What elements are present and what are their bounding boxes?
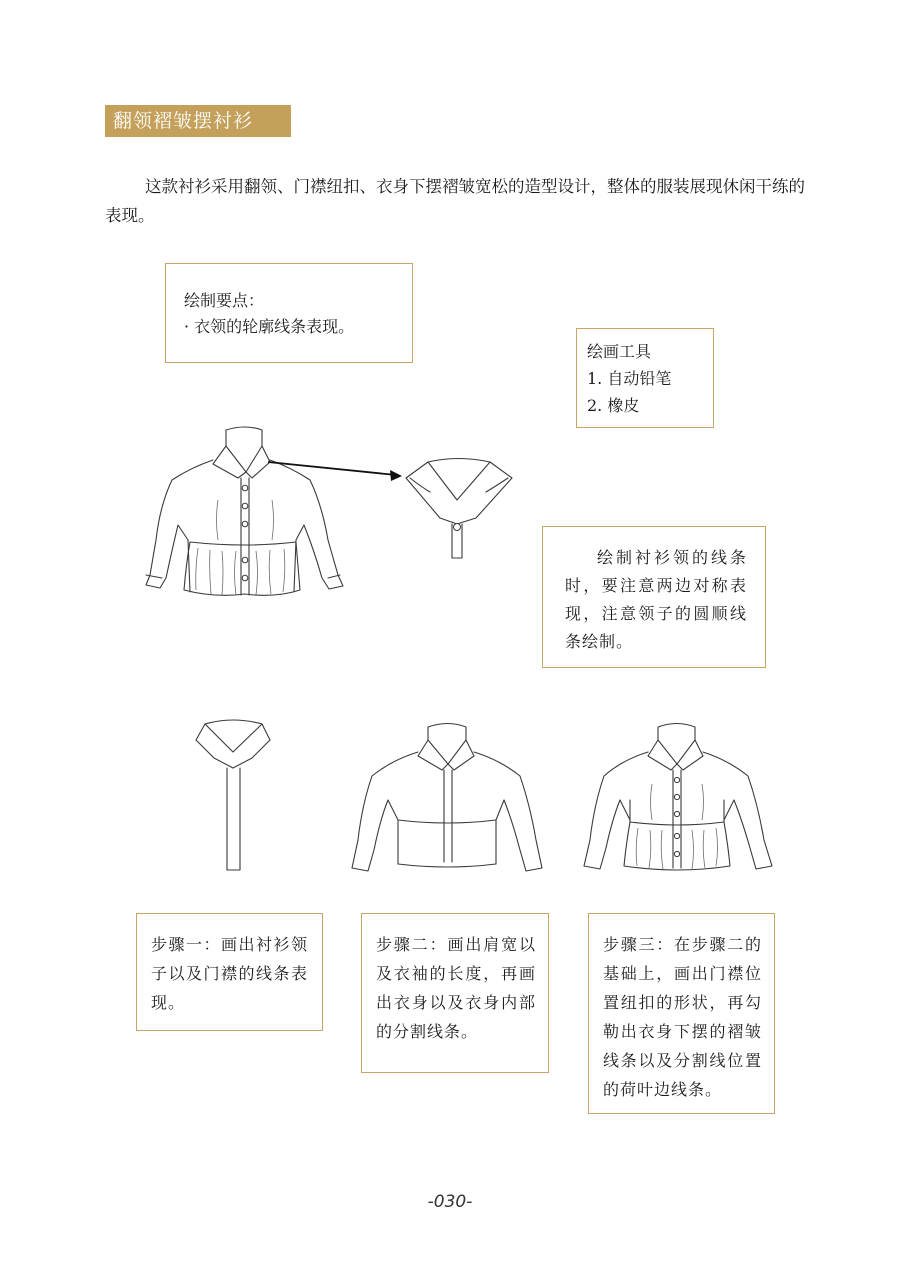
page-number: -030- [427,1192,473,1212]
step-2-text: 步骤二：画出肩宽以及衣袖的长度，再画出衣身以及衣身内部的分割线条。 [376,935,536,1041]
step-3-drawing [584,724,772,871]
tools-item-1: 1. 自动铅笔 [587,369,672,388]
step-1-drawing [196,720,270,870]
collar-note-text: 绘制衬衫领的线条时，要注意两边对称表现，注意领子的圆顺线条绘制。 [565,548,747,651]
step-3-text: 步骤三：在步骤二的基础上，画出门襟位置纽扣的形状，再勾勒出衣身下摆的褶皱线条以及分割线位置的荷叶边线条。 [603,935,762,1099]
collar-detail-drawing [406,459,512,559]
step-1-text: 步骤一：画出衬衫领子以及门襟的线条表现。 [151,935,308,1012]
key-points-item: · 衣领的轮廓线条表现。 [184,317,355,336]
tools-heading: 绘画工具 [587,342,652,361]
collar-detail-arrow [268,462,402,481]
main-shirt-drawing [146,427,343,595]
intro-text: 这款衬衫采用翻领、门襟纽扣、衣身下摆褶皱宽松的造型设计，整体的服装展现休闲干练的表现。 [105,177,805,225]
tools-item-2: 2. 橡皮 [587,396,640,415]
key-points-heading: 绘制要点： [184,291,265,310]
section-title: 翻领褶皱摆衬衫 [105,105,291,137]
step-2-drawing [352,724,542,872]
